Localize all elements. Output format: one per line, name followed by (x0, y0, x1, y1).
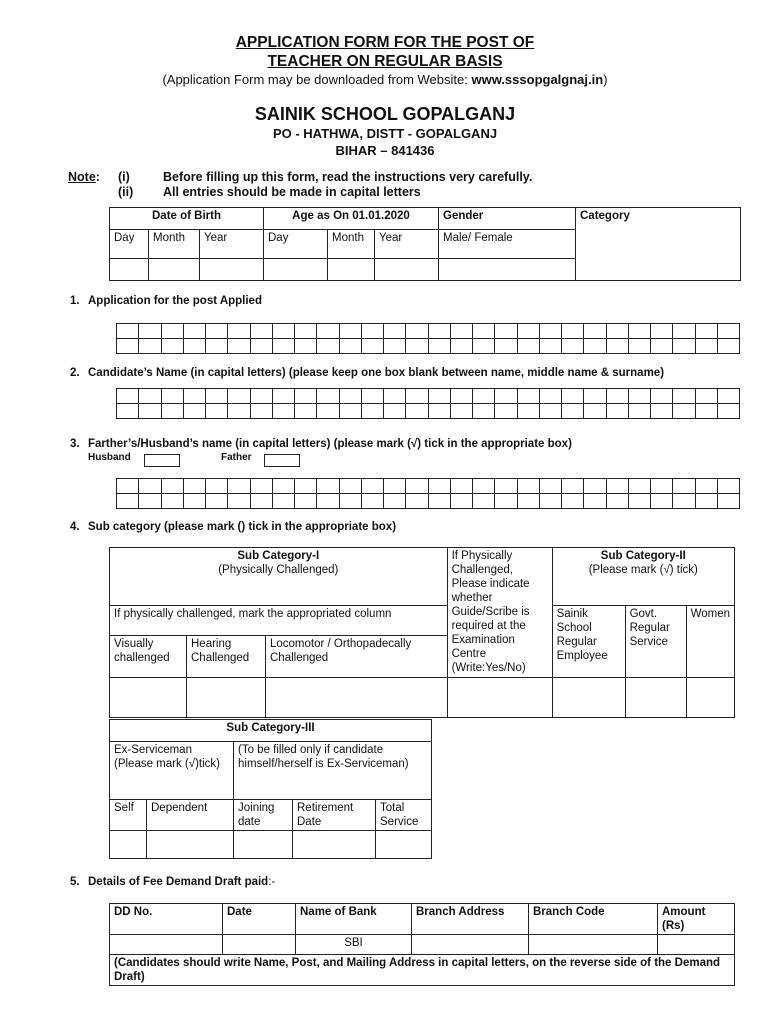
form-title-line2: TEACHER ON REGULAR BASIS (267, 53, 503, 70)
subcat3-title: Sub Category-III (110, 720, 432, 742)
letter-box[interactable] (117, 494, 139, 509)
letter-box[interactable] (473, 479, 495, 494)
gender-header: Gender (439, 208, 576, 230)
letter-box[interactable] (495, 389, 517, 404)
letter-box[interactable] (272, 494, 294, 509)
section5-suffix: :- (268, 876, 276, 888)
school-name: SAINIK SCHOOL GOPALGANJ (254, 104, 516, 124)
letter-box[interactable] (361, 339, 383, 354)
section4-label: Sub category (please mark () tick in the appropriate box) (88, 521, 397, 533)
letter-box[interactable] (628, 324, 650, 339)
letter-box[interactable] (117, 324, 139, 339)
letter-box[interactable] (673, 389, 695, 404)
women-input[interactable] (686, 678, 734, 718)
letter-box[interactable] (384, 324, 406, 339)
letter-box[interactable] (250, 404, 272, 419)
letter-box[interactable] (584, 324, 606, 339)
letter-box[interactable] (295, 479, 317, 494)
letter-box[interactable] (406, 404, 428, 419)
letter-box[interactable] (450, 339, 472, 354)
dob-day-input[interactable] (110, 259, 149, 281)
letter-box[interactable] (628, 389, 650, 404)
section5-label-wrap (88, 876, 275, 888)
total-service: Total Service (376, 800, 432, 831)
age-day: Day (264, 230, 328, 259)
letter-box[interactable] (651, 389, 673, 404)
branch-code-input[interactable] (529, 935, 658, 955)
letter-box[interactable] (651, 339, 673, 354)
letter-box[interactable] (695, 494, 717, 509)
letter-box[interactable] (339, 389, 361, 404)
retirement-input[interactable] (293, 831, 376, 859)
letter-box[interactable] (250, 324, 272, 339)
letter-box[interactable] (139, 494, 161, 509)
dob-header: Date of Birth (110, 208, 264, 230)
letter-box[interactable] (517, 339, 539, 354)
age-year-input[interactable] (375, 259, 439, 281)
letter-box[interactable] (384, 479, 406, 494)
total-service-input[interactable] (376, 831, 432, 859)
husband-label: Husband (88, 452, 131, 463)
letter-box[interactable] (183, 324, 205, 339)
scribe-input[interactable] (447, 678, 552, 718)
letter-box[interactable] (384, 404, 406, 419)
letter-box[interactable] (272, 324, 294, 339)
letter-box[interactable] (250, 339, 272, 354)
subcat2-title: Sub Category-II (600, 550, 686, 562)
letter-box[interactable] (584, 389, 606, 404)
husband-checkbox[interactable] (144, 454, 180, 467)
letter-box[interactable] (250, 479, 272, 494)
letter-box[interactable] (717, 404, 739, 419)
age-header: Age as On 01.01.2020 (264, 208, 439, 230)
section5-label: Details of Fee Demand Draft paid (88, 876, 269, 888)
father-label: Father (221, 452, 252, 463)
section1-num: 1. (70, 295, 80, 307)
note-item-1: Before filling up this form, read the instructions very carefully. (163, 170, 533, 184)
letter-box[interactable] (539, 479, 561, 494)
father-checkbox[interactable] (264, 454, 300, 467)
letter-box[interactable] (695, 389, 717, 404)
letter-box[interactable] (117, 404, 139, 419)
letter-box[interactable] (206, 324, 228, 339)
amount-input[interactable] (658, 935, 735, 955)
form-title-line1: APPLICATION FORM FOR THE POST OF (235, 34, 535, 51)
section1-label: Application for the post Applied (88, 295, 262, 307)
letter-box[interactable] (517, 389, 539, 404)
letter-box[interactable] (161, 339, 183, 354)
letter-box[interactable] (651, 494, 673, 509)
letter-box[interactable] (361, 494, 383, 509)
letter-box[interactable] (450, 404, 472, 419)
visually-input[interactable] (110, 678, 187, 718)
letter-box[interactable] (473, 389, 495, 404)
letter-box[interactable] (272, 339, 294, 354)
letter-box[interactable] (606, 404, 628, 419)
letter-box[interactable] (250, 494, 272, 509)
letter-box[interactable] (139, 389, 161, 404)
section3-label: Farther’s/Husband’s name (in capital letters) (please mark (√) tick in the appropriate box) (88, 438, 572, 450)
letter-box[interactable] (584, 339, 606, 354)
letter-box[interactable] (473, 324, 495, 339)
joining-date: Joining date (234, 800, 293, 831)
note-item-2: All entries should be made in capital letters (163, 185, 421, 199)
letter-box[interactable] (428, 389, 450, 404)
letter-box[interactable] (406, 339, 428, 354)
dd-no-input[interactable] (110, 935, 223, 955)
letter-box[interactable] (206, 389, 228, 404)
letter-box[interactable] (161, 389, 183, 404)
dob-year: Year (200, 230, 264, 259)
letter-box[interactable] (495, 339, 517, 354)
letter-box[interactable] (673, 339, 695, 354)
dd-footer-note: (Candidates should write Name, Post, and Mailing Address in capital letters, on the reverse side of the Demand Draft) (110, 955, 735, 986)
letter-box[interactable] (562, 324, 584, 339)
letter-box[interactable] (628, 479, 650, 494)
letter-box[interactable] (384, 339, 406, 354)
letter-box[interactable] (717, 339, 739, 354)
letter-box[interactable] (228, 404, 250, 419)
letter-box[interactable] (673, 404, 695, 419)
letter-box[interactable] (517, 404, 539, 419)
download-suffix: ) (603, 72, 608, 87)
letter-box[interactable] (628, 339, 650, 354)
letter-box[interactable] (562, 479, 584, 494)
letter-box[interactable] (139, 479, 161, 494)
letter-box[interactable] (428, 479, 450, 494)
letter-box[interactable] (206, 479, 228, 494)
letter-box[interactable] (317, 494, 339, 509)
letter-box[interactable] (250, 389, 272, 404)
letter-box[interactable] (361, 389, 383, 404)
locomotor-input[interactable] (266, 678, 448, 718)
letter-box[interactable] (517, 479, 539, 494)
letter-box[interactable] (139, 339, 161, 354)
sainik-school-employee: Sainik School Regular Employee (552, 606, 625, 678)
section3-num: 3. (70, 438, 80, 450)
letter-box[interactable] (517, 494, 539, 509)
category-header[interactable] (576, 208, 741, 281)
letter-box[interactable] (473, 494, 495, 509)
post-applied-grid[interactable] (116, 323, 740, 354)
letter-box[interactable] (183, 389, 205, 404)
self: Self (110, 800, 147, 831)
letter-box[interactable] (384, 389, 406, 404)
letter-box[interactable] (495, 324, 517, 339)
subcat2-header (552, 548, 734, 606)
letter-box[interactable] (584, 479, 606, 494)
letter-box[interactable] (361, 324, 383, 339)
letter-box[interactable] (406, 494, 428, 509)
letter-box[interactable] (183, 339, 205, 354)
letter-box[interactable] (717, 494, 739, 509)
letter-box[interactable] (161, 324, 183, 339)
letter-box[interactable] (473, 339, 495, 354)
letter-box[interactable] (295, 389, 317, 404)
dd-date-header: Date (223, 904, 296, 935)
letter-box[interactable] (651, 479, 673, 494)
letter-box[interactable] (272, 389, 294, 404)
letter-box[interactable] (295, 339, 317, 354)
letter-box[interactable] (606, 479, 628, 494)
letter-box[interactable] (695, 324, 717, 339)
letter-box[interactable] (695, 404, 717, 419)
branch-code-header: Branch Code (529, 904, 658, 935)
letter-box[interactable] (339, 479, 361, 494)
letter-box[interactable] (651, 324, 673, 339)
letter-box[interactable] (695, 479, 717, 494)
letter-box[interactable] (117, 389, 139, 404)
letter-box[interactable] (606, 324, 628, 339)
letter-box[interactable] (317, 339, 339, 354)
letter-box[interactable] (361, 479, 383, 494)
govt-regular-service: Govt. Regular Service (625, 606, 686, 678)
retirement-date: Retirement Date (293, 800, 376, 831)
letter-box[interactable] (228, 389, 250, 404)
gender-options: Male/ Female (439, 230, 576, 259)
women: Women (686, 606, 734, 678)
letter-box[interactable] (228, 324, 250, 339)
section5-num: 5. (70, 876, 80, 888)
letter-box[interactable] (717, 324, 739, 339)
branch-address-input[interactable] (412, 935, 529, 955)
website-link[interactable]: www.sssopgalgnaj.in (471, 72, 604, 87)
letter-box[interactable] (406, 324, 428, 339)
letter-box[interactable] (450, 479, 472, 494)
letter-box[interactable] (228, 339, 250, 354)
dob-year-input[interactable] (200, 259, 264, 281)
joining-input[interactable] (234, 831, 293, 859)
note-label-wrap (68, 170, 100, 184)
letter-box[interactable] (628, 494, 650, 509)
amount-header: Amount (Rs) (658, 904, 735, 935)
letter-box[interactable] (406, 389, 428, 404)
section2-label: Candidate’s Name (in capital letters) (please keep one box blank between name, middle name & surname) (88, 367, 665, 379)
letter-box[interactable] (295, 404, 317, 419)
letter-box[interactable] (539, 324, 561, 339)
address-line2: BIHAR – 841436 (335, 143, 435, 158)
letter-box[interactable] (495, 479, 517, 494)
letter-box[interactable] (183, 404, 205, 419)
letter-box[interactable] (539, 494, 561, 509)
letter-box[interactable] (117, 339, 139, 354)
age-year: Year (375, 230, 439, 259)
subcategory3-table (109, 719, 432, 859)
letter-box[interactable] (562, 389, 584, 404)
candidate-name-grid[interactable] (116, 388, 740, 419)
letter-box[interactable] (384, 494, 406, 509)
letter-box[interactable] (673, 324, 695, 339)
note-num-2: (ii) (118, 185, 134, 199)
letter-box[interactable] (673, 494, 695, 509)
section4-num: 4. (70, 521, 80, 533)
sainik-input[interactable] (552, 678, 625, 718)
download-prefix: (Application Form may be downloaded from Website: (162, 72, 472, 87)
letter-box[interactable] (206, 339, 228, 354)
age-month: Month (328, 230, 375, 259)
letter-box[interactable] (206, 494, 228, 509)
letter-box[interactable] (473, 404, 495, 419)
govt-input[interactable] (625, 678, 686, 718)
subcat1-header (110, 548, 448, 606)
bank-name-header: Name of Bank (296, 904, 412, 935)
letter-box[interactable] (428, 339, 450, 354)
letter-box[interactable] (228, 494, 250, 509)
letter-box[interactable] (450, 389, 472, 404)
letter-box[interactable] (584, 404, 606, 419)
letter-box[interactable] (428, 324, 450, 339)
letter-box[interactable] (117, 479, 139, 494)
hearing-challenged: Hearing Challenged (187, 636, 266, 678)
letter-box[interactable] (339, 494, 361, 509)
letter-box[interactable] (539, 339, 561, 354)
letter-box[interactable] (317, 404, 339, 419)
section2-num: 2. (70, 367, 80, 379)
letter-box[interactable] (361, 404, 383, 419)
letter-box[interactable] (339, 404, 361, 419)
note-num-1: (i) (118, 170, 130, 184)
letter-box[interactable] (651, 404, 673, 419)
letter-box[interactable] (295, 494, 317, 509)
letter-box[interactable] (517, 324, 539, 339)
download-note (0, 72, 770, 87)
letter-box[interactable] (161, 494, 183, 509)
letter-box[interactable] (450, 324, 472, 339)
letter-box[interactable] (272, 404, 294, 419)
ex-serviceman: Ex-Serviceman (Please mark (√)tick) (110, 742, 234, 800)
letter-box[interactable] (539, 389, 561, 404)
letter-box[interactable] (562, 339, 584, 354)
letter-box[interactable] (495, 494, 517, 509)
scribe-question: If Physically Challenged, Please indicate whether Guide/Scribe is required at the Examination Centre (Write:Yes/No) (447, 548, 552, 678)
subcat2-subtitle: (Please mark (√) tick) (588, 564, 698, 576)
personal-info-table (109, 207, 741, 281)
dependent-input[interactable] (147, 831, 234, 859)
letter-box[interactable] (139, 404, 161, 419)
locomotor-challenged: Locomotor / Orthopadecally Challenged (266, 636, 448, 678)
letter-box[interactable] (673, 479, 695, 494)
dependent: Dependent (147, 800, 234, 831)
letter-box[interactable] (539, 404, 561, 419)
letter-box[interactable] (584, 494, 606, 509)
letter-box[interactable] (228, 479, 250, 494)
ex-serviceman-note: (To be filled only if candidate himself/herself is Ex-Serviceman) (234, 742, 432, 800)
age-day-input[interactable] (264, 259, 328, 281)
letter-box[interactable] (295, 324, 317, 339)
father-husband-name-grid[interactable] (116, 478, 740, 509)
subcategory-table (109, 547, 735, 718)
branch-address-header: Branch Address (412, 904, 529, 935)
letter-box[interactable] (161, 479, 183, 494)
bank-name-value: SBI (296, 935, 412, 955)
letter-box[interactable] (450, 494, 472, 509)
age-month-input[interactable] (328, 259, 375, 281)
dob-month: Month (149, 230, 200, 259)
letter-box[interactable] (628, 404, 650, 419)
subcat1-subtitle: (Physically Challenged) (218, 564, 339, 576)
letter-box[interactable] (161, 404, 183, 419)
subcat1-title: Sub Category-I (237, 550, 320, 562)
letter-box[interactable] (562, 404, 584, 419)
self-input[interactable] (110, 831, 147, 859)
letter-box[interactable] (695, 339, 717, 354)
letter-box[interactable] (206, 404, 228, 419)
letter-box[interactable] (317, 324, 339, 339)
letter-box[interactable] (317, 479, 339, 494)
dob-day: Day (110, 230, 149, 259)
letter-box[interactable] (606, 339, 628, 354)
letter-box[interactable] (183, 479, 205, 494)
demand-draft-table (109, 903, 735, 986)
letter-box[interactable] (562, 494, 584, 509)
letter-box[interactable] (183, 494, 205, 509)
visually-challenged: Visually challenged (110, 636, 187, 678)
letter-box[interactable] (606, 389, 628, 404)
letter-box[interactable] (717, 479, 739, 494)
dd-no-header: DD No. (110, 904, 223, 935)
gender-input[interactable] (439, 259, 576, 281)
letter-box[interactable] (139, 324, 161, 339)
note-colon: : (95, 170, 100, 184)
letter-box[interactable] (428, 404, 450, 419)
subcat1-instruction: If physically challenged, mark the appropriated column (110, 606, 448, 636)
letter-box[interactable] (717, 389, 739, 404)
letter-box[interactable] (428, 494, 450, 509)
note-label: Note (68, 170, 96, 184)
dd-date-input[interactable] (223, 935, 296, 955)
letter-box[interactable] (406, 479, 428, 494)
letter-box[interactable] (495, 404, 517, 419)
category-label: Category (580, 210, 630, 222)
address-line1: PO - HATHWA, DISTT - GOPALGANJ (272, 126, 498, 141)
letter-box[interactable] (606, 494, 628, 509)
letter-box[interactable] (272, 479, 294, 494)
letter-box[interactable] (317, 389, 339, 404)
dob-month-input[interactable] (149, 259, 200, 281)
letter-box[interactable] (339, 324, 361, 339)
letter-box[interactable] (339, 339, 361, 354)
hearing-input[interactable] (187, 678, 266, 718)
